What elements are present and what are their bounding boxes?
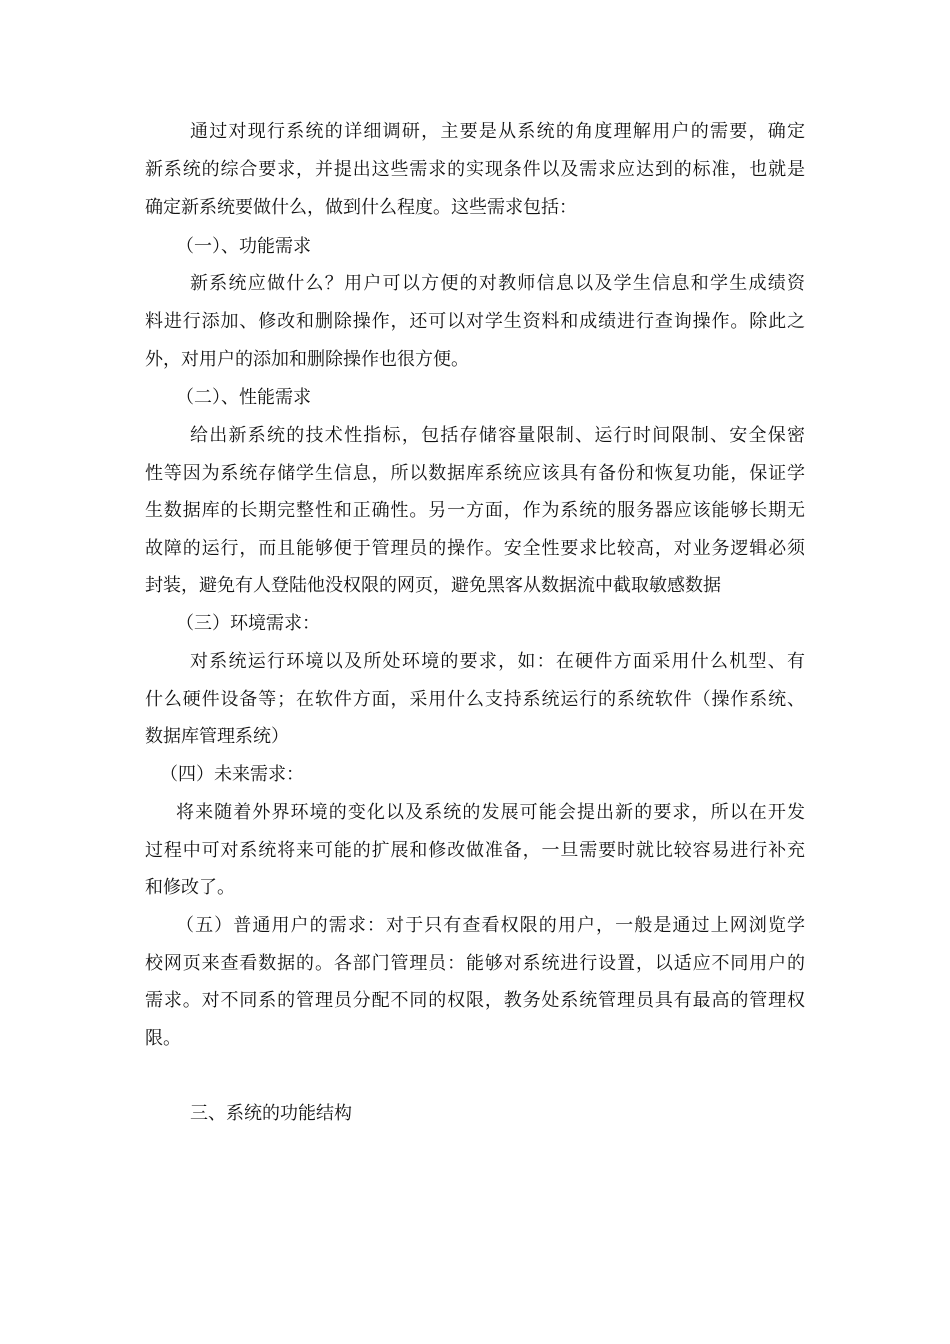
section-title-function-structure: 三、系统的功能结构 (190, 1103, 352, 1124)
section5-line-4: 限。 (145, 1028, 181, 1049)
intro-line-1: 通过对现行系统的详细调研，主要是从系统的角度理解用户的需要，确定 (190, 121, 805, 142)
intro-line-3: 确定新系统要做什么，做到什么程度。这些需求包括： (145, 197, 577, 218)
section2-line-3: 生数据库的长期完整性和正确性。另一方面，作为系统的服务器应该能够长期无 (145, 500, 805, 521)
section1-line-2: 料进行添加、修改和删除操作，还可以对学生资料和成绩进行查询操作。除此之 (145, 311, 805, 332)
section1-line-1: 新系统应做什么？用户可以方便的对教师信息以及学生信息和学生成绩资 (190, 273, 805, 294)
section1-line-3: 外，对用户的添加和删除操作也很方便。 (145, 349, 469, 370)
section-heading-functional: （一）、功能需求 (176, 236, 311, 257)
section5-line-1: （五）普通用户的需求：对于只有查看权限的用户，一般是通过上网浏览学 (176, 915, 805, 936)
section3-line-3: 数据库管理系统） (145, 726, 289, 747)
section2-line-5: 封装，避免有人登陆他没权限的网页，避免黑客从数据流中截取敏感数据 (145, 575, 721, 596)
section2-line-2: 性等因为系统存储学生信息，所以数据库系统应该具有备份和恢复功能，保证学 (145, 463, 805, 484)
section3-line-1: 对系统运行环境以及所处环境的要求，如：在硬件方面采用什么机型、有 (190, 651, 805, 672)
section3-line-2: 什么硬件设备等；在软件方面，采用什么支持系统运行的系统软件（操作系统、 (145, 689, 805, 710)
section-heading-environment: （三）环境需求： (176, 613, 320, 634)
section2-line-1: 给出新系统的技术性指标，包括存储容量限制、运行时间限制、安全保密 (190, 425, 805, 446)
section4-line-2: 过程中可对系统将来可能的扩展和修改做准备，一旦需要时就比较容易进行补充 (145, 840, 805, 861)
section2-line-4: 故障的运行，而且能够便于管理员的操作。安全性要求比较高，对业务逻辑必须 (145, 538, 805, 559)
intro-line-2: 新系统的综合要求，并提出这些需求的实现条件以及需求应达到的标准，也就是 (145, 159, 805, 180)
section-heading-future: （四）未来需求： (160, 764, 304, 785)
section5-line-3: 需求。对不同系的管理员分配不同的权限，教务处系统管理员具有最高的管理权 (145, 990, 805, 1011)
section-heading-performance: （二）、性能需求 (176, 387, 311, 408)
section5-line-2: 校网页来查看数据的。各部门管理员：能够对系统进行设置，以适应不同用户的 (145, 953, 805, 974)
section4-line-1: 将来随着外界环境的变化以及系统的发展可能会提出新的要求，所以在开发 (176, 802, 805, 823)
section4-line-3: 和修改了。 (145, 877, 235, 898)
